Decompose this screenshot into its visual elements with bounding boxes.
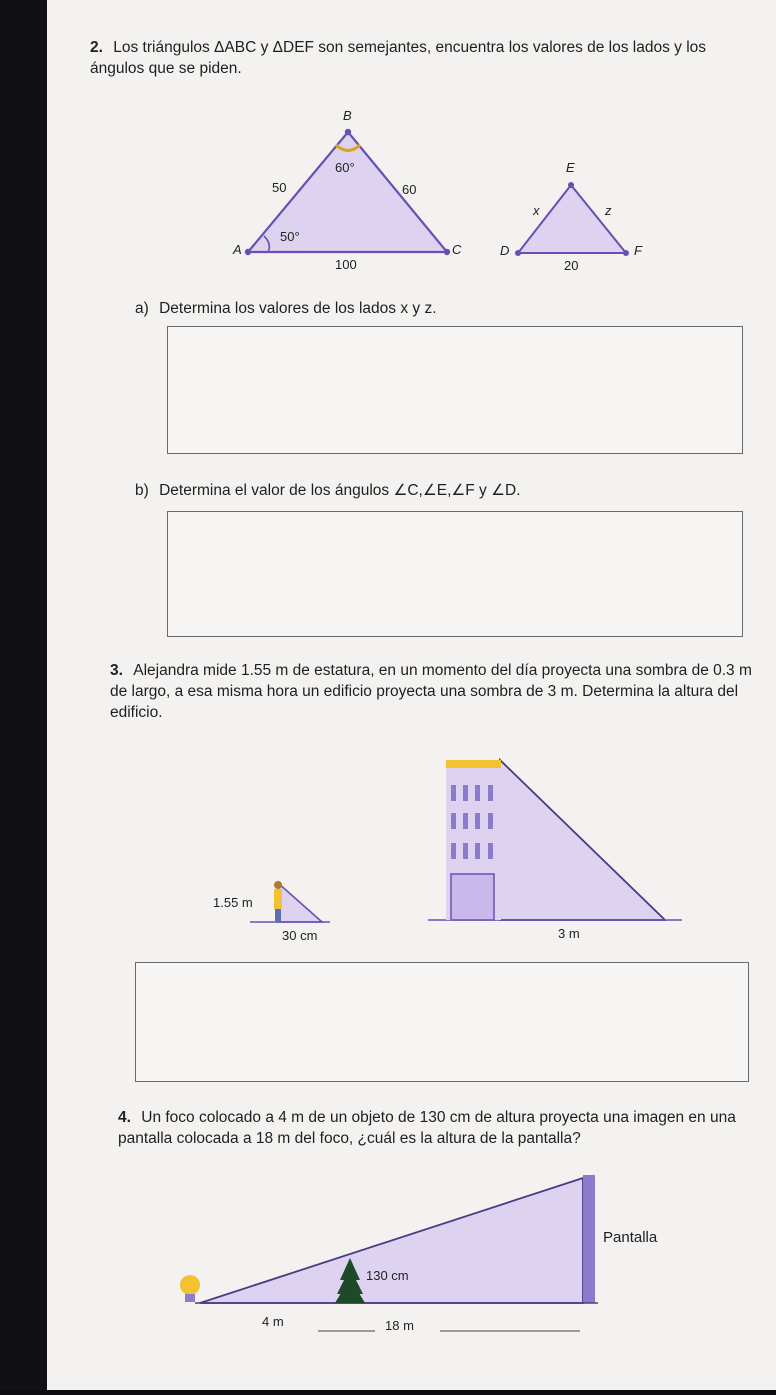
label-object-height: 130 cm [366,1268,409,1283]
label-side-ab: 50 [272,180,287,195]
question-2b-letter: b) [135,482,149,499]
question-4-number: 4. [118,1109,131,1126]
label-vertex-d: D [500,243,510,258]
label-building-shadow: 3 m [558,926,580,941]
label-side-bc: 60 [402,182,417,197]
label-person-shadow: 30 cm [282,928,318,943]
light-bulb-base [185,1294,195,1302]
label-angle-b: 60° [335,160,355,175]
label-screen: Pantalla [603,1229,658,1246]
question-2b-text: Determina el valor de los ángulos ∠C,∠E,∠F y ∠D. [159,482,521,499]
label-side-df: 20 [564,258,579,273]
label-vertex-c: C [452,242,462,257]
projection-triangle [200,1178,583,1303]
question-2a-text: Determina los valores de los lados x y z. [159,300,437,317]
label-vertex-e: E [566,160,575,175]
question-3-text: Alejandra mide 1.55 m de estatura, en un momento del día proyecta una sombra de 0.3 m de largo, a esa misma hora un edificio proyecta una sombra de 3 m. Determina la altura del edificio. [110,662,752,721]
label-side-de: x [533,203,540,218]
question-2-number: 2. [90,39,103,56]
label-vertex-f: F [634,243,642,258]
label-side-ac: 100 [335,257,357,272]
label-angle-a: 50° [280,229,300,244]
screen [583,1175,595,1303]
question-2-text: Los triángulos ΔABC y ΔDEF son semejantes, encuentra los valores de los lados y los ángulos que se piden. [90,39,707,77]
question-3-number: 3. [110,662,123,679]
light-bulb [180,1275,200,1295]
label-dist-screen: 18 m [385,1318,414,1333]
label-side-ef: z [605,203,612,218]
question-2a-letter: a) [135,300,149,317]
label-vertex-a: A [233,242,242,257]
label-person-height: 1.55 m [213,895,253,910]
question-4-text: Un foco colocado a 4 m de un objeto de 130 cm de altura proyecta una imagen en una pantalla colocada a 18 m del foco, ¿cuál es la altura de la pantalla? [118,1109,736,1147]
label-dist-object: 4 m [262,1314,284,1329]
label-vertex-b: B [343,108,352,123]
